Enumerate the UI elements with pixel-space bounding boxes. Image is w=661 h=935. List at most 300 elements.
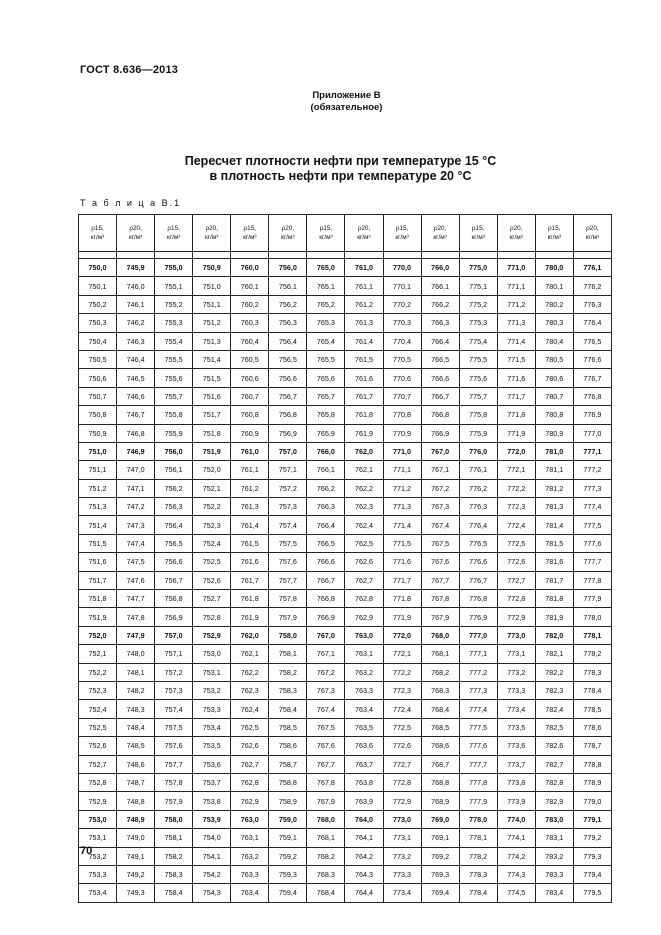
rho15-cell: 756,0 [155,442,193,460]
column-unit: кг/м³ [281,234,295,241]
table-row [79,829,612,847]
rho15-cell: 775,0 [459,259,497,277]
rho20-cell: 767,4 [421,516,459,534]
rho15-cell: 770,9 [383,424,421,442]
rho15-cell: 765,5 [307,350,345,368]
rho20-cell: 758,3 [269,681,307,699]
rho20-cell: 756,3 [269,314,307,332]
table-row [79,718,612,736]
rho15-cell: 756,9 [155,608,193,626]
rho20-cell: 747,9 [117,626,155,644]
rho20-cell: 762,5 [345,534,383,552]
rho20-cell: 749,1 [117,847,155,865]
rho20-cell: 777,2 [573,461,611,479]
rho15-cell: 767,2 [307,663,345,681]
rho15-cell: 778,3 [459,865,497,883]
rho15-cell: 772,4 [383,700,421,718]
rho20-cell: 769,3 [421,865,459,883]
rho15-cell: 781,0 [535,442,573,460]
rho20-cell: 772,1 [497,461,535,479]
rho20-cell: 750,9 [193,259,231,277]
rho15-cell: 772,7 [383,755,421,773]
rho15-cell: 780,3 [535,314,573,332]
rho20-cell: 753,6 [193,755,231,773]
rho20-cell: 746,4 [117,350,155,368]
rho20-cell: 773,6 [497,737,535,755]
rho20-cell: 756,1 [269,277,307,295]
rho15-cell: 761,6 [231,553,269,571]
rho20-cell: 777,1 [573,442,611,460]
rho15-cell: 782,1 [535,645,573,663]
rho20-cell: 772,8 [497,590,535,608]
rho20-cell: 757,2 [269,479,307,497]
rho20-cell: 771,3 [497,314,535,332]
rho15-cell: 770,4 [383,332,421,350]
rho15-cell: 780,8 [535,406,573,424]
rho20-cell: 752,7 [193,590,231,608]
rho20-cell: 777,3 [573,479,611,497]
column-symbol: ρ15, [167,225,180,232]
rho20-cell: 753,8 [193,792,231,810]
rho20-cell: 779,5 [573,884,611,902]
rho15-cell: 765,0 [307,259,345,277]
column-unit: кг/м³ [547,234,561,241]
rho20-cell: 763,3 [345,681,383,699]
rho15-cell: 751,2 [79,479,117,497]
spacer-cell [459,252,497,259]
rho20-cell: 748,9 [117,810,155,828]
rho15-cell: 777,8 [459,773,497,791]
table-row [79,295,612,313]
rho15-cell: 755,1 [155,277,193,295]
rho20-cell: 774,5 [497,884,535,902]
page-number: 70 [80,845,93,857]
table-row [79,332,612,350]
rho20-cell: 754,0 [193,829,231,847]
rho20-cell: 761,6 [345,369,383,387]
rho20-cell: 769,4 [421,884,459,902]
rho15-cell: 775,3 [459,314,497,332]
rho15-cell: 770,8 [383,406,421,424]
rho15-cell: 782,9 [535,792,573,810]
rho20-cell: 753,5 [193,737,231,755]
rho20-cell: 772,3 [497,498,535,516]
rho15-cell: 751,8 [79,590,117,608]
rho20-cell: 751,4 [193,350,231,368]
rho20-cell: 754,1 [193,847,231,865]
table-row [79,884,612,902]
title-line-2: в плотность нефти при температуре 20 °С [209,169,472,183]
rho15-cell: 760,4 [231,332,269,350]
rho15-cell: 750,6 [79,369,117,387]
rho15-cell: 775,5 [459,350,497,368]
rho15-cell: 780,6 [535,369,573,387]
rho20-cell: 752,0 [193,461,231,479]
rho15-cell: 760,5 [231,350,269,368]
column-header [535,215,573,252]
rho20-cell: 767,5 [421,534,459,552]
rho15-cell: 782,0 [535,626,573,644]
rho15-cell: 771,4 [383,516,421,534]
rho20-cell: 757,1 [269,461,307,479]
rho20-cell: 748,7 [117,773,155,791]
rho20-cell: 778,7 [573,737,611,755]
rho15-cell: 773,1 [383,829,421,847]
rho20-cell: 758,7 [269,755,307,773]
rho15-cell: 760,3 [231,314,269,332]
header-spacer-row [79,252,612,259]
rho20-cell: 768,0 [421,626,459,644]
spacer-cell [383,252,421,259]
table-row [79,350,612,368]
rho15-cell: 776,9 [459,608,497,626]
rho15-cell: 760,0 [231,259,269,277]
rho15-cell: 750,2 [79,295,117,313]
rho15-cell: 767,0 [307,626,345,644]
column-unit: кг/м³ [205,234,219,241]
column-unit: кг/м³ [509,234,523,241]
rho20-cell: 746,0 [117,277,155,295]
rho20-cell: 758,9 [269,792,307,810]
rho20-cell: 768,6 [421,737,459,755]
rho15-cell: 781,8 [535,590,573,608]
rho15-cell: 751,5 [79,534,117,552]
rho20-cell: 756,4 [269,332,307,350]
rho15-cell: 768,0 [307,810,345,828]
rho15-cell: 771,9 [383,608,421,626]
rho20-cell: 761,1 [345,277,383,295]
column-header [421,215,459,252]
rho20-cell: 758,1 [269,645,307,663]
rho20-cell: 773,5 [497,718,535,736]
rho20-cell: 778,9 [573,773,611,791]
rho20-cell: 777,4 [573,498,611,516]
rho15-cell: 752,3 [79,681,117,699]
rho20-cell: 778,6 [573,718,611,736]
table-row [79,847,612,865]
rho15-cell: 781,9 [535,608,573,626]
rho20-cell: 762,9 [345,608,383,626]
rho20-cell: 749,0 [117,829,155,847]
rho15-cell: 763,2 [231,847,269,865]
rho15-cell: 751,3 [79,498,117,516]
rho15-cell: 756,7 [155,571,193,589]
rho15-cell: 773,2 [383,847,421,865]
rho20-cell: 773,1 [497,645,535,663]
rho20-cell: 747,0 [117,461,155,479]
spacer-cell [573,252,611,259]
rho15-cell: 772,0 [383,626,421,644]
rho15-cell: 780,9 [535,424,573,442]
column-header [117,215,155,252]
rho20-cell: 763,2 [345,663,383,681]
rho20-cell: 767,7 [421,571,459,589]
appendix-title: Приложение В [312,90,381,101]
spacer-cell [535,252,573,259]
rho20-cell: 751,1 [193,295,231,313]
rho15-cell: 775,2 [459,295,497,313]
rho15-cell: 763,1 [231,829,269,847]
rho15-cell: 775,8 [459,406,497,424]
rho20-cell: 756,0 [269,259,307,277]
rho20-cell: 756,2 [269,295,307,313]
rho15-cell: 760,1 [231,277,269,295]
rho15-cell: 782,4 [535,700,573,718]
spacer-cell [421,252,459,259]
rho20-cell: 766,5 [421,350,459,368]
rho15-cell: 771,6 [383,553,421,571]
rho15-cell: 776,5 [459,534,497,552]
table-row [79,516,612,534]
table-row [79,681,612,699]
rho20-cell: 751,7 [193,406,231,424]
rho20-cell: 752,6 [193,571,231,589]
rho20-cell: 767,3 [421,498,459,516]
rho20-cell: 773,8 [497,773,535,791]
rho20-cell: 766,3 [421,314,459,332]
rho20-cell: 752,4 [193,534,231,552]
rho20-cell: 774,3 [497,865,535,883]
rho15-cell: 770,6 [383,369,421,387]
rho15-cell: 781,6 [535,553,573,571]
rho20-cell: 757,6 [269,553,307,571]
rho15-cell: 768,4 [307,884,345,902]
rho15-cell: 756,2 [155,479,193,497]
rho20-cell: 748,4 [117,718,155,736]
rho15-cell: 771,2 [383,479,421,497]
rho20-cell: 764,4 [345,884,383,902]
rho15-cell: 762,7 [231,755,269,773]
rho15-cell: 767,1 [307,645,345,663]
rho20-cell: 748,0 [117,645,155,663]
rho15-cell: 757,0 [155,626,193,644]
rho20-cell: 751,9 [193,442,231,460]
rho20-cell: 768,7 [421,755,459,773]
rho15-cell: 761,0 [231,442,269,460]
rho15-cell: 753,4 [79,884,117,902]
rho20-cell: 758,2 [269,663,307,681]
rho15-cell: 770,1 [383,277,421,295]
rho20-cell: 751,0 [193,277,231,295]
rho15-cell: 751,9 [79,608,117,626]
rho20-cell: 752,5 [193,553,231,571]
rho20-cell: 767,2 [421,479,459,497]
rho20-cell: 759,1 [269,829,307,847]
rho15-cell: 752,1 [79,645,117,663]
rho15-cell: 753,0 [79,810,117,828]
rho15-cell: 751,0 [79,442,117,460]
column-unit: кг/м³ [471,234,485,241]
rho20-cell: 757,8 [269,590,307,608]
rho15-cell: 783,4 [535,884,573,902]
rho15-cell: 755,6 [155,369,193,387]
rho15-cell: 766,3 [307,498,345,516]
rho15-cell: 776,8 [459,590,497,608]
rho20-cell: 771,1 [497,277,535,295]
rho15-cell: 758,3 [155,865,193,883]
rho20-cell: 763,8 [345,773,383,791]
rho15-cell: 775,1 [459,277,497,295]
rho20-cell: 776,8 [573,387,611,405]
column-symbol: ρ15, [319,225,333,232]
rho15-cell: 775,9 [459,424,497,442]
rho15-cell: 762,1 [231,645,269,663]
rho20-cell: 773,3 [497,681,535,699]
rho20-cell: 763,6 [345,737,383,755]
rho15-cell: 758,0 [155,810,193,828]
rho20-cell: 764,3 [345,865,383,883]
rho20-cell: 753,3 [193,700,231,718]
rho20-cell: 746,2 [117,314,155,332]
rho15-cell: 771,7 [383,571,421,589]
rho20-cell: 757,4 [269,516,307,534]
column-symbol: ρ20, [433,225,447,232]
rho15-cell: 768,1 [307,829,345,847]
rho15-cell: 766,2 [307,479,345,497]
rho20-cell: 779,2 [573,829,611,847]
rho15-cell: 780,2 [535,295,573,313]
rho20-cell: 772,4 [497,516,535,534]
rho15-cell: 757,6 [155,737,193,755]
rho15-cell: 772,2 [383,663,421,681]
column-symbol: ρ15, [548,225,561,232]
rho15-cell: 771,3 [383,498,421,516]
rho20-cell: 773,7 [497,755,535,773]
rho15-cell: 752,4 [79,700,117,718]
rho15-cell: 750,3 [79,314,117,332]
rho15-cell: 761,1 [231,461,269,479]
rho15-cell: 752,0 [79,626,117,644]
rho15-cell: 773,3 [383,865,421,883]
rho15-cell: 783,2 [535,847,573,865]
rho15-cell: 767,7 [307,755,345,773]
rho20-cell: 747,2 [117,498,155,516]
rho15-cell: 762,3 [231,681,269,699]
rho20-cell: 751,3 [193,332,231,350]
rho20-cell: 779,0 [573,792,611,810]
rho15-cell: 780,1 [535,277,573,295]
rho20-cell: 759,3 [269,865,307,883]
rho15-cell: 760,2 [231,295,269,313]
column-header [231,215,269,252]
rho15-cell: 766,8 [307,590,345,608]
spacer-cell [117,252,155,259]
column-unit: кг/м³ [395,234,409,241]
table-row [79,369,612,387]
rho15-cell: 753,3 [79,865,117,883]
rho20-cell: 761,9 [345,424,383,442]
rho15-cell: 776,3 [459,498,497,516]
rho15-cell: 757,3 [155,681,193,699]
rho20-cell: 768,9 [421,792,459,810]
rho20-cell: 756,5 [269,350,307,368]
column-symbol: ρ15, [91,225,104,232]
rho15-cell: 780,5 [535,350,573,368]
rho20-cell: 757,0 [269,442,307,460]
rho15-cell: 756,5 [155,534,193,552]
rho20-cell: 756,8 [269,406,307,424]
rho15-cell: 766,4 [307,516,345,534]
rho15-cell: 766,0 [307,442,345,460]
table-body [79,252,612,903]
rho20-cell: 767,8 [421,590,459,608]
rho15-cell: 761,8 [231,590,269,608]
table-row [79,608,612,626]
table-row [79,424,612,442]
rho15-cell: 766,1 [307,461,345,479]
rho15-cell: 781,2 [535,479,573,497]
column-symbol: ρ20, [129,225,142,232]
rho20-cell: 779,4 [573,865,611,883]
table-row [79,553,612,571]
rho15-cell: 761,5 [231,534,269,552]
table-row [79,277,612,295]
rho15-cell: 771,0 [383,442,421,460]
rho20-cell: 766,6 [421,369,459,387]
rho15-cell: 752,7 [79,755,117,773]
column-header [383,215,421,252]
rho20-cell: 771,5 [497,350,535,368]
rho20-cell: 763,0 [345,626,383,644]
rho20-cell: 767,6 [421,553,459,571]
rho20-cell: 748,6 [117,755,155,773]
column-symbol: ρ20, [509,225,523,232]
rho15-cell: 776,4 [459,516,497,534]
column-header [345,215,383,252]
rho15-cell: 757,8 [155,773,193,791]
rho15-cell: 766,5 [307,534,345,552]
rho15-cell: 783,3 [535,865,573,883]
rho15-cell: 760,6 [231,369,269,387]
rho20-cell: 761,0 [345,259,383,277]
rho15-cell: 773,4 [383,884,421,902]
table-row [79,479,612,497]
rho20-cell: 773,4 [497,700,535,718]
rho15-cell: 760,7 [231,387,269,405]
rho15-cell: 780,0 [535,259,573,277]
rho15-cell: 777,4 [459,700,497,718]
table-row [79,461,612,479]
rho20-cell: 777,7 [573,553,611,571]
rho15-cell: 762,6 [231,737,269,755]
rho15-cell: 771,5 [383,534,421,552]
rho15-cell: 767,8 [307,773,345,791]
column-unit: кг/м³ [166,234,181,241]
rho20-cell: 776,4 [573,314,611,332]
rho20-cell: 759,2 [269,847,307,865]
rho15-cell: 777,9 [459,792,497,810]
rho20-cell: 761,4 [345,332,383,350]
rho20-cell: 749,2 [117,865,155,883]
rho15-cell: 765,8 [307,406,345,424]
rho20-cell: 756,6 [269,369,307,387]
rho20-cell: 778,2 [573,645,611,663]
rho20-cell: 753,2 [193,681,231,699]
rho20-cell: 747,3 [117,516,155,534]
rho20-cell: 776,7 [573,369,611,387]
rho20-cell: 761,5 [345,350,383,368]
rho15-cell: 751,7 [79,571,117,589]
rho20-cell: 762,4 [345,516,383,534]
rho15-cell: 777,7 [459,755,497,773]
rho20-cell: 778,1 [573,626,611,644]
rho20-cell: 761,8 [345,406,383,424]
column-unit: кг/м³ [128,234,143,241]
table-row [79,865,612,883]
rho20-cell: 766,8 [421,406,459,424]
rho20-cell: 757,5 [269,534,307,552]
column-header [459,215,497,252]
